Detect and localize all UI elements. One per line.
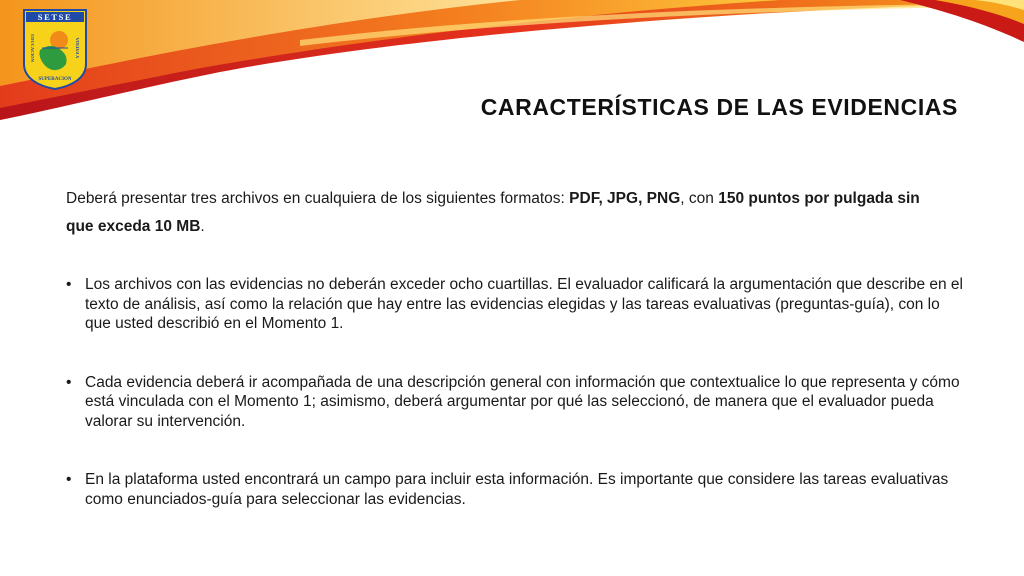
logo-left-text: EDUCACION (30, 34, 35, 62)
intro-formats: PDF, JPG, PNG (569, 190, 681, 207)
intro-text-1: Deberá presentar tres archivos en cualquiera de los siguientes formatos: (66, 190, 570, 207)
bullet-item (66, 275, 966, 334)
setse-logo (22, 8, 88, 90)
bullet-text: En la plataforma usted encontrará un campo para incluir esta información. Es importante que considere las tareas evaluativas como enunciados-guía para seleccionar las evidencias. (85, 471, 949, 508)
bullet-list (66, 275, 966, 548)
intro-resolution: 150 puntos por pulgada sin que exceda 10 MB (66, 190, 920, 235)
bullet-text: Los archivos con las evidencias no deberán exceder ocho cuartillas. El evaluador calificará la argumentación que describe en el texto de análisis, así como la relación que hay entre las evidencias elegidas y las tareas evaluativas (preguntas-guía), con lo que usted describió en el Momento 1. (85, 276, 963, 332)
logo-right-text: Y PATRIA (75, 37, 80, 59)
slide-title: CARACTERÍSTICAS DE LAS EVIDENCIAS (480, 94, 958, 120)
intro-paragraph (66, 185, 946, 241)
logo-title: SETSE (37, 12, 73, 22)
intro-text-2: , con (680, 190, 719, 207)
bullet-marker: • (66, 276, 72, 293)
bullet-marker: • (66, 373, 72, 391)
bullet-item (66, 373, 966, 432)
intro-text-3: . (200, 218, 205, 235)
bullet-marker: • (66, 471, 72, 488)
bullet-item (66, 470, 966, 509)
logo-bottom-text: SUPERACION (38, 77, 72, 82)
bullet-text: Cada evidencia deberá ir acompañada de una descripción general con información que contextualice lo que representa y cómo está vinculada con el Momento 1; asimismo, deberá argumentar por qué las seleccionó, de manera que el evaluador pueda valorar su intervención. (85, 373, 960, 430)
